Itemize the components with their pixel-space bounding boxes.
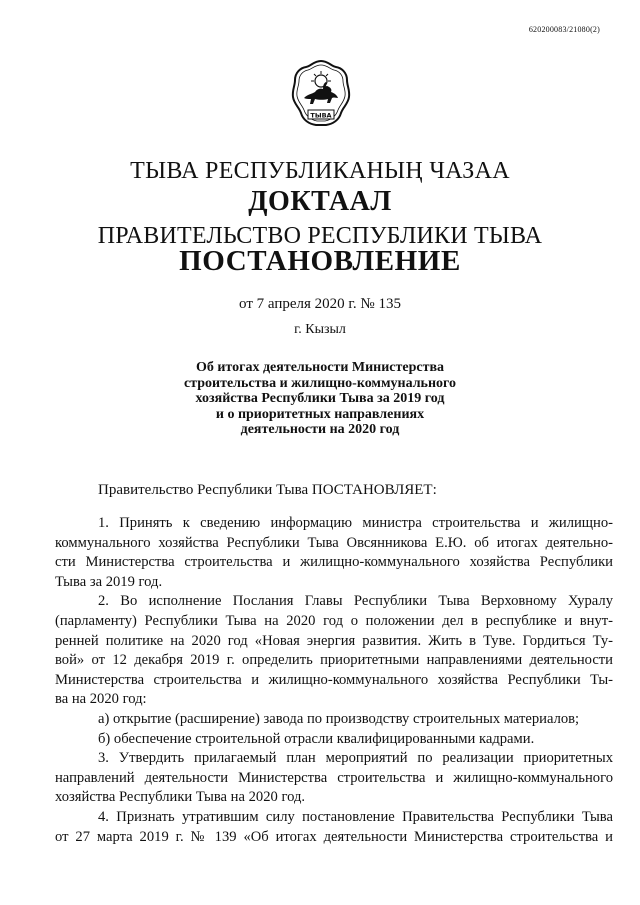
paragraph-4 [55, 808, 613, 847]
decree-city: г. Кызыл [294, 322, 346, 337]
paragraph-3 [55, 749, 613, 808]
tyva-government-heading: ТЫВА РЕСПУБЛИКАНЫҢ ЧАЗАА [130, 158, 510, 184]
paragraph-1 [55, 514, 613, 592]
paragraph-line: хозяйства Республики Тыва на 2020 год. [55, 789, 306, 806]
title-line: Об итогах деятельности Министерства [195, 360, 445, 375]
paragraph-line: Тыва за 2019 год. [55, 573, 163, 590]
paragraph-line: сти Министерства строительства и жилищно-коммунального хозяйства Республики [55, 554, 613, 571]
document-code: 620200083/21080(2) [528, 25, 600, 34]
resolution-intro: Правительство Республики Тыва ПОСТАНОВЛЯЕТ: [98, 482, 437, 498]
russian-government-heading: ПРАВИТЕЛЬСТВО РЕСПУБЛИКИ ТЫВА [97, 223, 543, 249]
emblem-label: ТЫВА [310, 111, 332, 120]
title-line: деятельности на 2020 год [240, 422, 400, 437]
russian-document-type: ПОСТАНОВЛЕНИЕ [179, 245, 461, 277]
title-line: и о приоритетных направлениях [215, 406, 425, 422]
paragraph-line: от 27 марта 2019 г. № 139 «Об итогах деятельности Министерства строительства и [55, 828, 613, 845]
paragraph-line: направлений деятельности Министерства строительства и жилищно-коммунального [55, 769, 613, 786]
paragraph-line: 1. Принять к сведению информацию министра строительства и жилищно- [98, 515, 613, 531]
tyva-document-type: ДОКТААЛ [248, 186, 392, 217]
title-line: хозяйства Республики Тыва за 2019 год [195, 391, 445, 406]
paragraph-line: (парламенту) Республики Тыва на 2020 год о положении дел в республике и внут- [55, 612, 613, 629]
paragraph-line: Министерства строительства и жилищно-коммунального хозяйства Республики Ты- [55, 671, 613, 688]
paragraph-line: ренней политике на 2020 год «Новая энергия развития. Жить в Туве. Гордиться Ту- [55, 632, 613, 649]
subitem-a: а) открытие (расширение) завода по производству строительных материалов; [98, 710, 580, 727]
paragraph-line: 3. Утвердить прилагаемый план мероприятий по реализации приоритетных [98, 750, 613, 767]
tuva-emblem [290, 58, 352, 142]
paragraph-2 [55, 592, 613, 710]
decree-body [55, 514, 613, 847]
subitem-b: б) обеспечение строительной отрасли квалифицированными кадрами. [98, 730, 535, 747]
paragraph-line: 4. Признать утратившим силу постановление Правительства Республики Тыва [98, 808, 613, 825]
decree-title [150, 360, 490, 438]
title-line: строительства и жилищно-коммунального [183, 375, 457, 391]
paragraph-line: вой» от 12 декабря 2019 г. определить приоритетными направлениями деятельности [55, 652, 613, 669]
paragraph-line: 2. Во исполнение Послания Главы Республики Тыва Верховному Хуралу [98, 593, 613, 610]
decree-date-number: от 7 апреля 2020 г. № 135 [239, 296, 401, 312]
paragraph-line: коммунального хозяйства Республики Тыва Овсянникова Е.Ю. об итогах деятельно- [55, 534, 613, 551]
paragraph-line: ва на 2020 год: [55, 691, 147, 708]
